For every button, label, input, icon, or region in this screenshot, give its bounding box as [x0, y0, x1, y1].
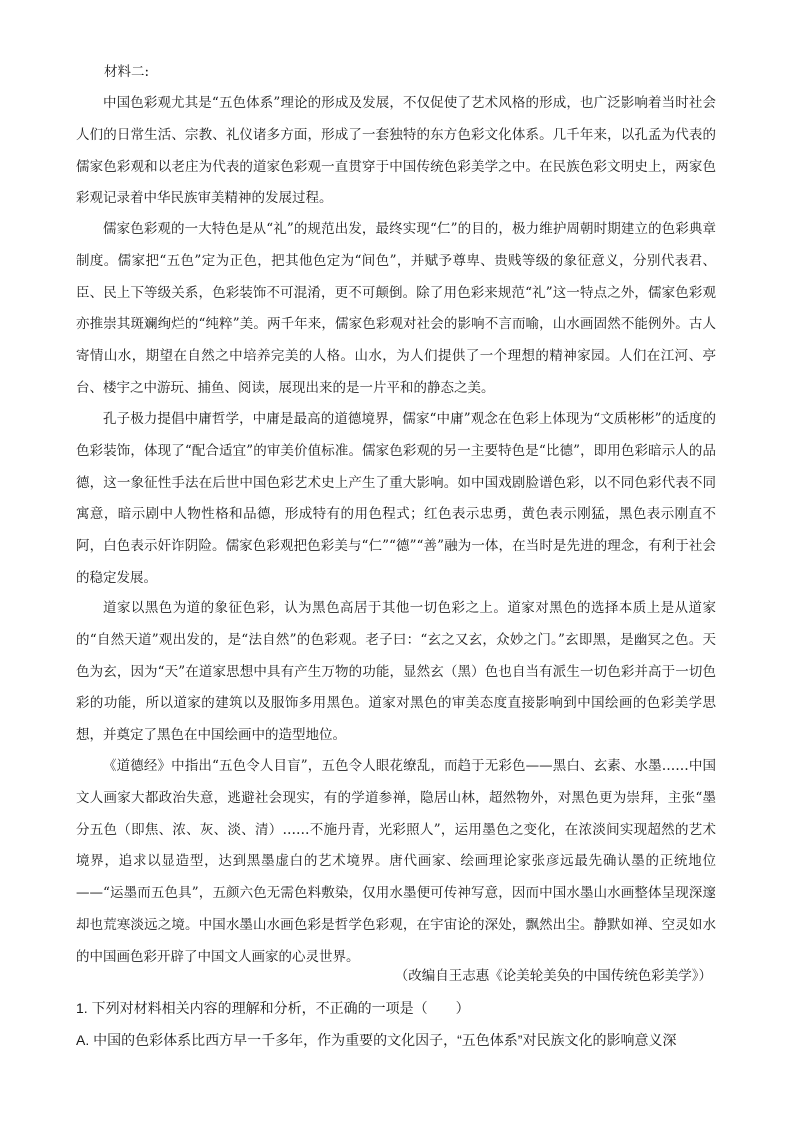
paragraph-confucian-virtue: 孔子极力提倡中庸哲学，中庸是最高的道德境界，儒家“中庸”观念在色彩上体现为“文质彬彬”的适度的色彩装饰，体现了“配合适宜”的审美价值标准。儒家色彩观的另一主要特色是“比德”，即用色彩暗示人的品德，这一象征性手法在后世中国色彩艺术史上产生了重大影响。如中国戏剧脸谱色彩，以不同色彩代表不同寓意，暗示剧中人物性格和品德，形成特有的用色程式；红色表示忠勇，黄色表示刚猛，黑色表示刚直不阿，白色表示奸诈阴险。儒家色彩观把色彩美与“仁”“德”“善”融为一体，在当时是先进的理念，有利于社会的稳定发展。	[76, 411, 716, 586]
material-title: 材料二:	[104, 64, 150, 80]
paragraph-confucian-ritual: 儒家色彩观的一大特色是从“礼”的规范出发，最终实现“仁”的目的，极力维护周朝时期建立的色彩典章制度。儒家把“五色”定为正色，把其他色定为“间色”，并赋予尊卑、贵贱等级的象征意义，分别代表君、臣、民上下等级关系，色彩装饰不可混淆，更不可颠倒。除了用色彩来规范“礼”这一特点之外，儒家色彩观亦推崇其斑斓绚烂的“纯粹”美。两千年来，儒家色彩观对社会的影响不言而喻，山水画固然不能例外。古人寄情山水，期望在自然之中培养完美的人格。山水，为人们提供了一个理想的精神家园。人们在江河、亭台、楼宇之中游玩、捕鱼、阅读，展现出来的是一片平和的静态之美。	[76, 221, 716, 396]
paragraph-ink-painting: 《道德经》中指出“五色令人目盲”，五色令人眼花缭乱，而趋于无彩色——黑白、玄素、水墨……中国文人画家大都政治失意，逃避社会现实，有的学道参禅，隐居山林，超然物外，对黑色更为崇拜，主张“墨分五色（即焦、浓、灰、淡、清）……不施丹青，光彩照人”，运用墨色之变化，在浓淡间实现超然的艺术境界，追求以显造型，达到黑墨虚白的艺术境界。唐代画家、绘画理论家张彦远最先确认墨的正统地位——“运墨而五色具”，五颜六色无需色料敷染，仅用水墨便可传神写意，因而中国水墨山水画整体呈现深邃却也荒寒淡远之境。中国水墨山水画色彩是哲学色彩观，在宇宙论的深处，飘然出尘。静默如禅、空灵如水的中国画色彩开辟了中国文人画家的心灵世界。	[76, 758, 716, 965]
question-stem: 1. 下列对材料相关内容的理解和分析，不正确的一项是（ ）	[76, 1000, 470, 1016]
question-option-a: A. 中国的色彩体系比西方早一千多年，作为重要的文化因子，“五色体系”对民族文化的影响意义深	[76, 1032, 677, 1048]
paragraph-taoist-black: 道家以黑色为道的象征色彩，认为黑色高居于其他一切色彩之上。道家对黑色的选择本质上是从道家的“自然天道”观出发的，是“法自然”的色彩观。老子曰：“玄之又玄，众妙之门。”玄即黑，是幽冥之色。天色为玄，因为“天”在道家思想中具有产生万物的功能，显然玄（黑）色也自当有派生一切色彩并高于一切色彩的功能，所以道家的建筑以及服饰多用黑色。道家对黑色的审美态度直接影响到中国绘画的色彩美学思想，并奠定了黑色在中国绘画中的造型地位。	[76, 600, 716, 744]
paragraph-five-color-system: 中国色彩观尤其是“五色体系”理论的形成及发展，不仅促使了艺术风格的形成，也广泛影响着当时社会人们的日常生活、宗教、礼仪诸多方面，形成了一套独特的东方色彩文化体系。几千年来，以孔孟为代表的儒家色彩观和以老庄为代表的道家色彩观一直贯穿于中国传统色彩美学之中。在民族色彩文明史上，两家色彩观记录着中华民族审美精神的发展过程。	[76, 95, 716, 207]
source-note: （改编自王志惠《论美轮美奂的中国传统色彩美学》）	[394, 968, 712, 984]
